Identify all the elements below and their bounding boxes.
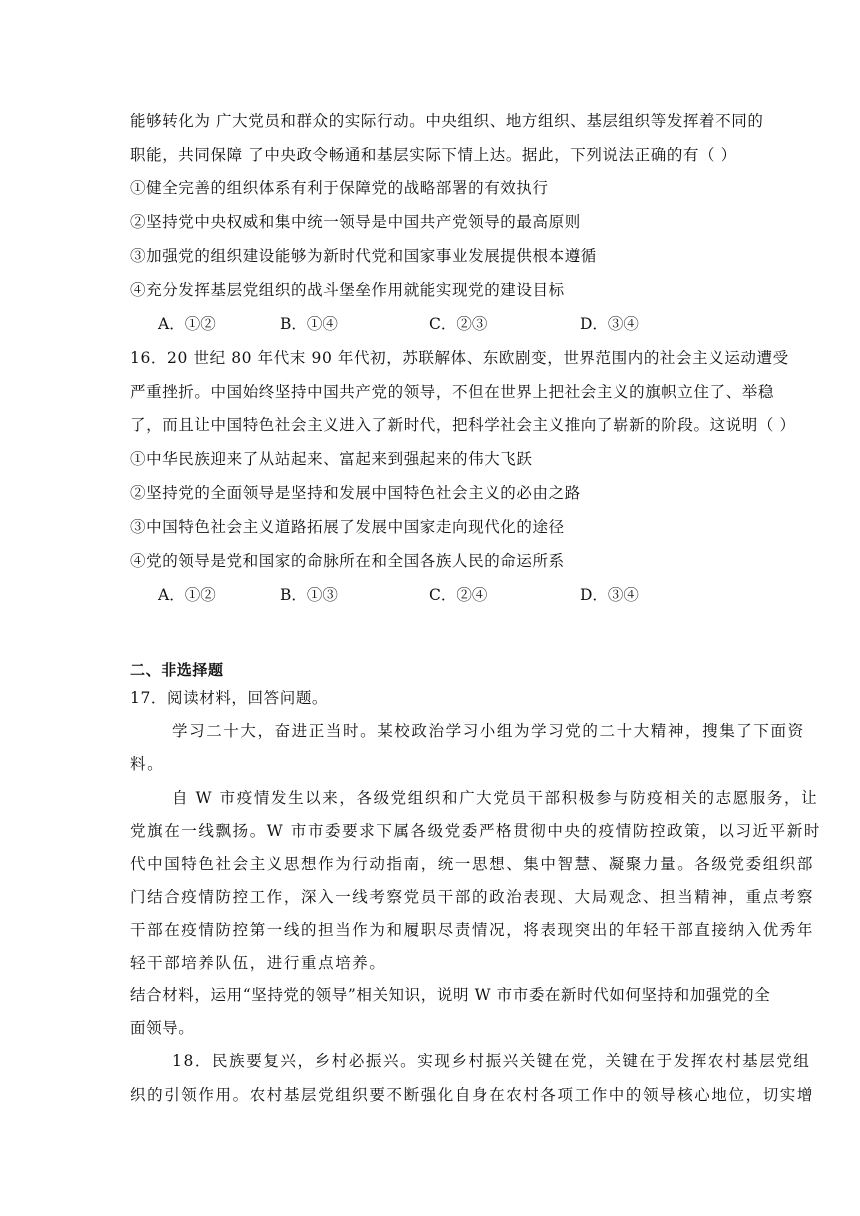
- q16-line-2: 严重挫折。中国始终坚持中国共产党的领导，不但在世界上把社会主义的旗帜立住了、举稳: [130, 383, 775, 401]
- q15-option-b: B．①④: [280, 315, 338, 333]
- q17-question-2: 面领导。: [130, 1019, 195, 1037]
- q16-line-3: 了，而且让中国特色社会主义进入了新时代，把科学社会主义推向了崭新的阶段。这说明（ ）: [130, 416, 796, 434]
- q15-statement-1: ①健全完善的组织体系有利于保障党的战略部署的有效执行: [130, 179, 549, 197]
- q17-material-6: 门结合疫情防控工作，深入一线考察党员干部的政治表现、大局观念、担当精神，重点考察: [130, 888, 815, 906]
- q17-question-1: 结合材料，运用“坚持党的领导”相关知识，说明 W 市市委在新时代如何坚持和加强党的全: [130, 986, 771, 1004]
- q16-option-b: B．①③: [280, 586, 338, 604]
- q16-option-d: D．③④: [580, 586, 639, 604]
- q16-option-c: C．②④: [429, 586, 488, 604]
- q15-line-2: 职能，共同保障 了中央政令畅通和基层实际下情上达。据此，下列说法正确的有（ ）: [130, 146, 737, 164]
- q15-line-1: 能够转化为 广大党员和群众的实际行动。中央组织、地方组织、基层组织等发挥着不同的: [130, 112, 764, 130]
- q17-material-4: 党旗在一线飘扬。W 市市委要求下属各级党委严格贯彻中央的疫情防控政策，以习近平新时: [130, 822, 821, 840]
- q17-material-7: 干部在疫情防控第一线的担当作为和履职尽责情况，将表现突出的年轻干部直接纳入优秀年: [130, 921, 815, 939]
- q18-line-2: 织的引领作用。农村基层党组织要不断强化自身在农村各项工作中的领导核心地位，切实增: [130, 1086, 815, 1104]
- q18-line-1: 18．民族要复兴，乡村必振兴。实现乡村振兴关键在党，关键在于发挥农村基层党组: [172, 1052, 811, 1070]
- section-title: 二、非选择题: [130, 661, 224, 679]
- q15-statement-4: ④充分发挥基层党组织的战斗堡垒作用就能实现党的建设目标: [130, 281, 565, 299]
- q17-material-3: 自 W 市疫情发生以来，各级党组织和广大党员干部积极参与防疫相关的志愿服务，让: [172, 789, 819, 807]
- q15-option-d: D．③④: [580, 315, 639, 333]
- q15-option-a: A．①②: [158, 315, 216, 333]
- q16-option-a: A．①②: [158, 586, 216, 604]
- q17-material-2: 料。: [130, 755, 165, 773]
- q17-material-8: 轻干部培养队伍，进行重点培养。: [130, 954, 387, 972]
- q17-intro: 17．阅读材料，回答问题。: [130, 689, 329, 707]
- q16-statement-2: ②坚持党的全面领导是坚持和发展中国特色社会主义的必由之路: [130, 484, 581, 502]
- q16-line-1: 16．20 世纪 80 年代末 90 年代初，苏联解体、东欧剧变，世界范围内的社会主义运动遭受: [130, 349, 789, 367]
- q17-material-5: 代中国特色社会主义思想作为行动指南，统一思想、集中智慧、凝聚力量。各级党委组织部: [130, 855, 815, 873]
- q15-statement-2: ②坚持党中央权威和集中统一领导是中国共产党领导的最高原则: [130, 213, 581, 231]
- q17-material-1: 学习二十大，奋进正当时。某校政治学习小组为学习党的二十大精神，搜集了下面资: [172, 722, 805, 740]
- q15-statement-3: ③加强党的组织建设能够为新时代党和国家事业发展提供根本遵循: [130, 247, 597, 265]
- q16-statement-3: ③中国特色社会主义道路拓展了发展中国家走向现代化的途径: [130, 518, 565, 536]
- q15-option-c: C．②③: [429, 315, 488, 333]
- q16-statement-4: ④党的领导是党和国家的命脉所在和全国各族人民的命运所系: [130, 552, 565, 570]
- q16-statement-1: ①中华民族迎来了从站起来、富起来到强起来的伟大飞跃: [130, 450, 533, 468]
